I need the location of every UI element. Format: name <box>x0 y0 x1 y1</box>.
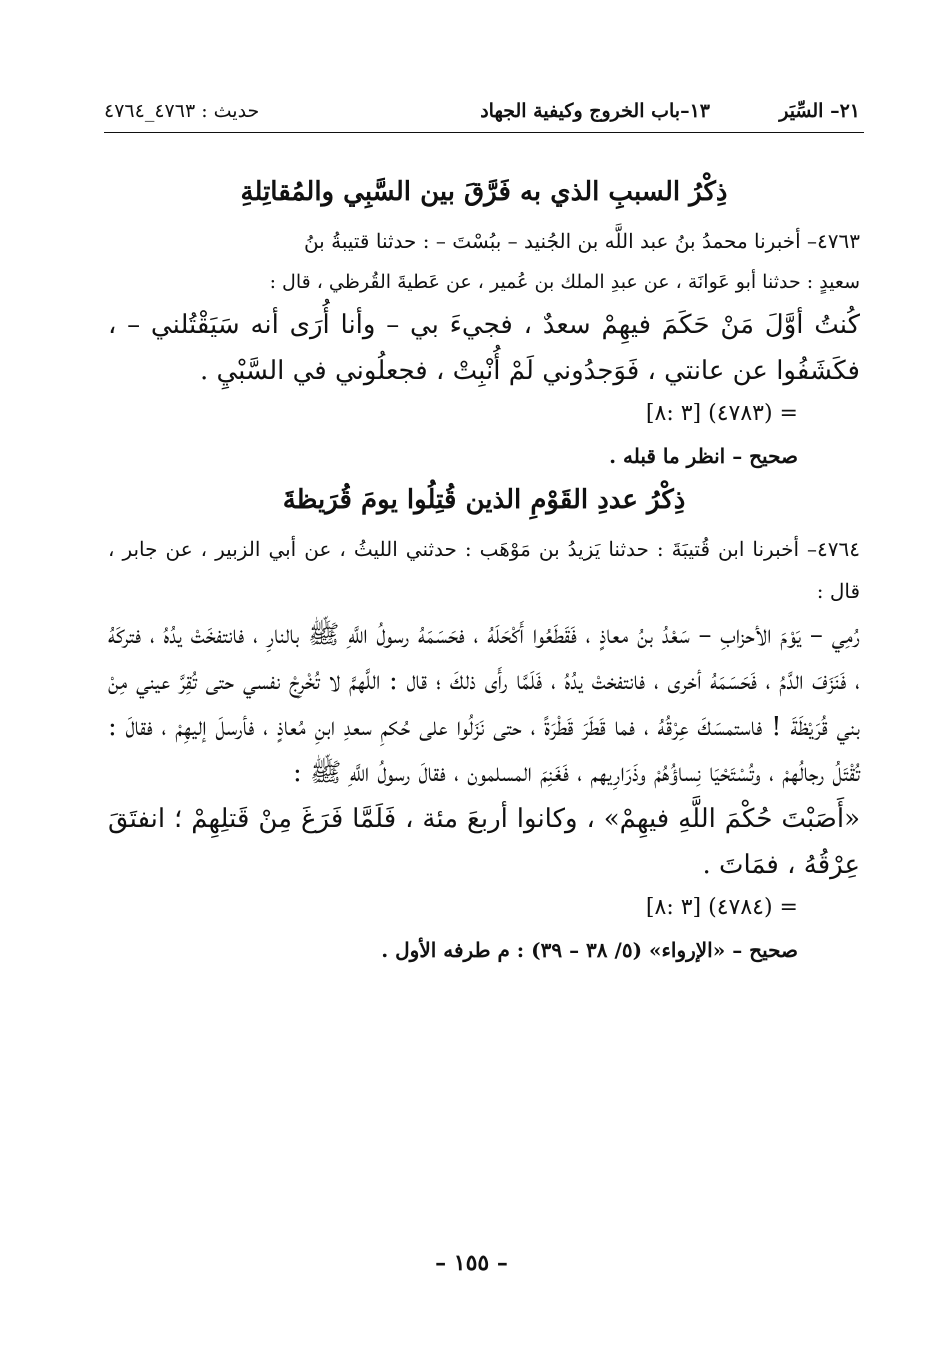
hadith-4764-matn-part-2: «أَصَبْتَ حُكْمَ اللَّهِ فيهِمْ» ، وكانوا أربعَ مئة ، فَلَمَّا فَرَغَ مِنْ قَتلِهِمْ ؛ انفتَقَ عِرْقُهُ ، فمَاتَ . <box>108 804 860 880</box>
hadith-4764-isnad: ٤٧٦٤– أخبرنا ابن قُتيبَةَ : حدثنا يَزيدُ بن مَوْهَب : حدثني الليثُ ، عن أبي الزبير ، عن جابر ، قال : <box>108 537 860 603</box>
section-title-2: ذِكْرُ عددِ القَوْمِ الذين قُتِلُوا يومَ قُرَيظةَ <box>282 485 686 515</box>
running-header <box>104 100 864 130</box>
hadith-4763-reference: = (٤٧٨٣) [٣ :٨] <box>645 401 798 426</box>
header-hadith-range: حديث : ٤٧٦٣_٤٧٦٤ <box>104 100 260 122</box>
hadith-4763-isnad-line-2: سعيدٍ : حدثنا أبو عَوانَة ، عن عبدِ الملك بن عُمير ، عن عَطيةَ القُرظي ، قال : <box>269 271 860 293</box>
page-number: – ١٥٥ – <box>435 1250 508 1276</box>
header-book-title: ٢١– السِّيَر <box>779 100 860 122</box>
page-content <box>108 170 860 972</box>
hadith-4763-isnad-line-1: ٤٧٦٣– أخبرنا محمدُ بنُ عبد اللَّه بن الجُنيد – ببُسْتَ – : حدثنا قتيبةُ بنُ <box>303 229 860 253</box>
hadith-4764-grade: صحيح – «الإرواء» (٥/ ٣٨ – ٣٩) : م طرفه الأول . <box>381 938 798 962</box>
section-title-1: ذِكْرُ السببِ الذي به فَرَّقَ بين السَّبِي والمُقاتِلةِ <box>240 177 728 207</box>
header-chapter-title: ١٣–باب الخروج وكيفية الجهاد <box>480 100 710 122</box>
hadith-4764-matn-part-1: رُمِي – يَوْمَ الأحزابِ – سَعْدُ بنُ معاذٍ ، فَقَطَعُوا أَكْحَلَهُ ، فحَسَمَهُ رسولُ اللَّهِ ﷺ بالنارِ ، فانتفخَتْ يدُهُ ، فتركَهُ ، فَنَزَفَ الدَّمُ ، فَحَسَمَهُ أخرى ، فانتفختْ يدُهُ ، فَلَمَّا رأَى ذلكَ ؛ قال : اللَّهمَّ لا تُخْرِجْ نفسي حتى تُقِرَّ عيني مِنْ بني قُرَيْظَةَ ! فاستمسَكَ عِرْقُهُ ، فما قَطَرَ قَطْرَةً ، حتى نَزَلُوا على حُكمِ سعدِ ابنِ مُعاذٍ ، فأرسلَ إليهِمْ ، فقالَ : تُقْتَلُ رجالُهمْ ، وتُسْتَحْيَا نِساؤُهُمْ وذَرَارِيهم ، فَغَنِمَ المسلمون ، فقالَ رسولُ اللَّهِ ﷺ : <box>108 620 860 788</box>
header-divider <box>104 132 864 133</box>
hadith-4763-grade: صحيح – انظر ما قبله . <box>609 444 798 468</box>
hadith-4763-matn: كُنتُ أوَّلَ مَنْ حَكَمَ فيهِمْ سعدٌ ، فجيءَ بي – وأنا أُرَى أنه سَيَقْتُلني – ، فكَشَفُوا عن عانتي ، فَوَجدُوني لَمْ أُنْبِتْ ، فجعلُوني في السَّبْيِ . <box>108 310 860 386</box>
hadith-4764-reference: = (٤٧٨٤) [٣ :٨] <box>645 895 798 920</box>
